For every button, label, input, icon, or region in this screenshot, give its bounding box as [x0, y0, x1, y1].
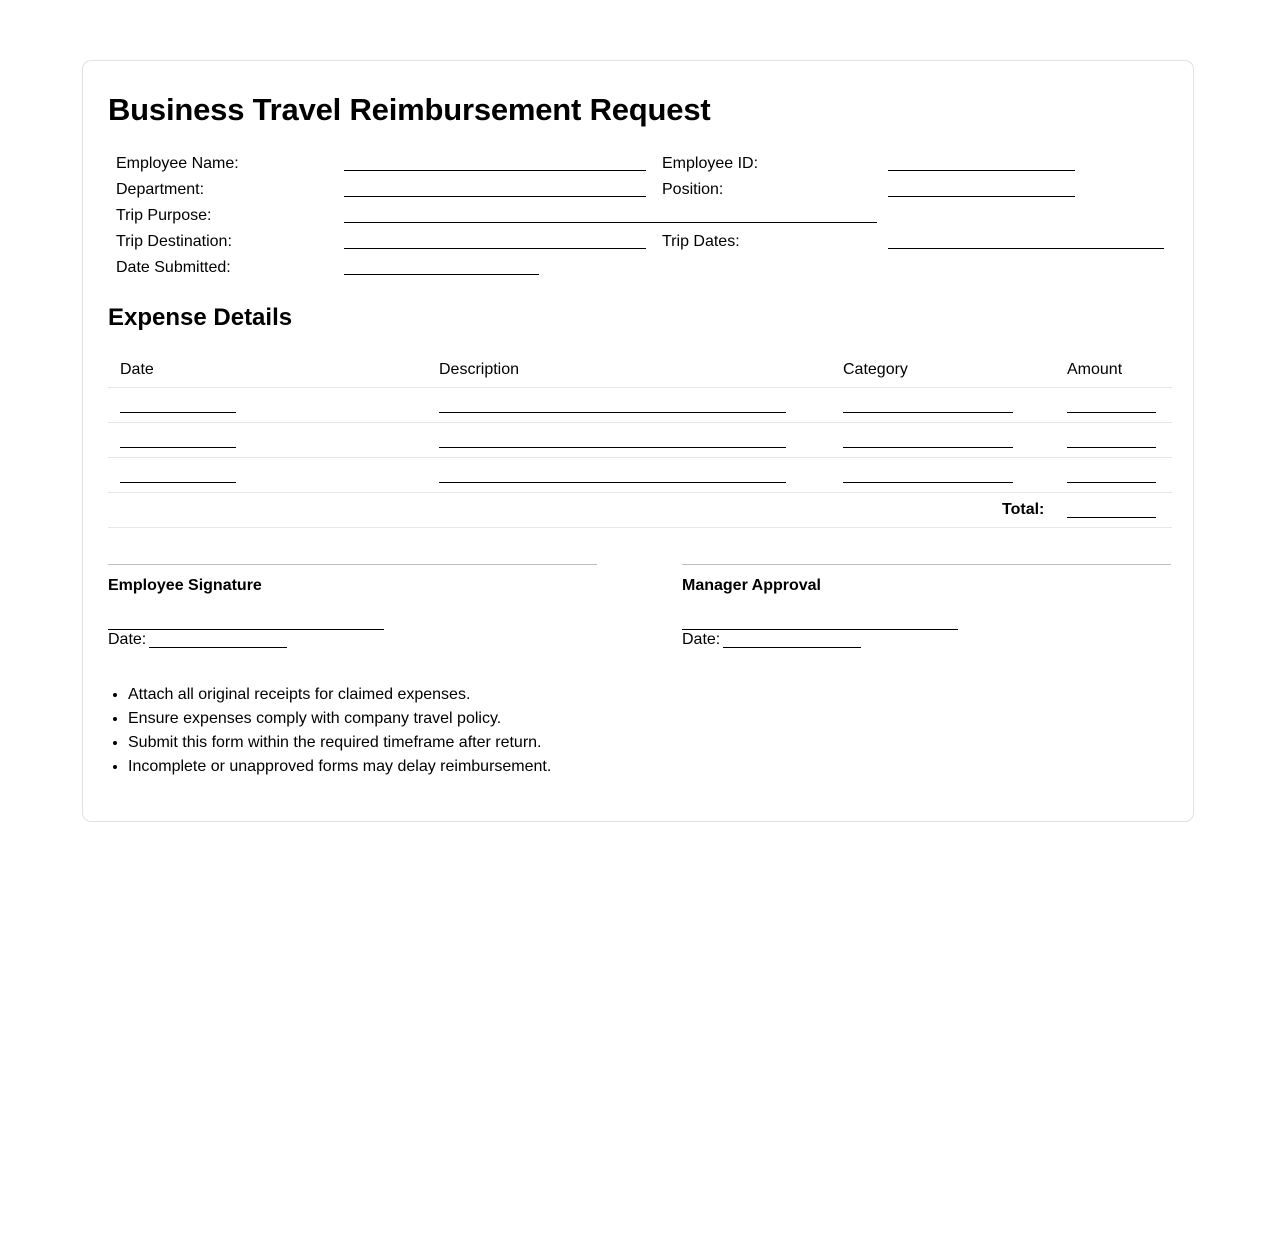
manager-approval-date-field[interactable] [723, 647, 861, 648]
position-label: Position: [662, 181, 724, 198]
column-header-amount: Amount [1067, 361, 1123, 378]
column-header-description: Description [439, 361, 520, 378]
department-field[interactable] [344, 196, 646, 197]
instructions-list [108, 683, 551, 779]
manager-approval-date-label: Date: [682, 631, 721, 648]
manager-approval-divider [682, 564, 1171, 565]
trip-dates-label: Trip Dates: [662, 233, 740, 250]
column-header-date: Date [120, 361, 154, 378]
employee-id-label: Employee ID: [662, 155, 759, 172]
expense-date-field[interactable] [120, 447, 236, 448]
expense-category-field[interactable] [843, 412, 1013, 413]
expense-description-field[interactable] [439, 482, 786, 483]
expense-category-field[interactable] [843, 447, 1013, 448]
trip-purpose-field[interactable] [344, 222, 877, 223]
expense-amount-field[interactable] [1067, 482, 1156, 483]
department-label: Department: [116, 181, 205, 198]
trip-destination-field[interactable] [344, 248, 646, 249]
table-row-divider [108, 422, 1172, 423]
manager-signature-field[interactable] [682, 629, 958, 630]
list-item: • Incomplete or unapproved forms may delay reimbursement. [128, 755, 551, 779]
employee-name-label: Employee Name: [116, 155, 239, 172]
employee-signature-divider [108, 564, 597, 565]
employee-signature-label: Employee Signature [108, 577, 262, 594]
table-row-divider [108, 387, 1172, 388]
total-amount-field[interactable] [1067, 517, 1156, 518]
date-submitted-label: Date Submitted: [116, 259, 231, 276]
expense-description-field[interactable] [439, 412, 786, 413]
employee-id-field[interactable] [888, 170, 1075, 171]
expense-amount-field[interactable] [1067, 412, 1156, 413]
expense-category-field[interactable] [843, 482, 1013, 483]
table-row-divider [108, 457, 1172, 458]
total-label: Total: [1002, 501, 1045, 518]
position-field[interactable] [888, 196, 1075, 197]
form-title: Business Travel Reimbursement Request [108, 92, 711, 127]
column-header-category: Category [843, 361, 908, 378]
expense-date-field[interactable] [120, 412, 236, 413]
manager-approval-label: Manager Approval [682, 577, 821, 594]
employee-signature-date-label: Date: [108, 631, 147, 648]
trip-destination-label: Trip Destination: [116, 233, 232, 250]
list-item: • Submit this form within the required timeframe after return. [128, 731, 551, 755]
employee-signature-date-field[interactable] [149, 647, 287, 648]
trip-purpose-label: Trip Purpose: [116, 207, 212, 224]
expense-details-heading: Expense Details [108, 304, 293, 331]
reimbursement-form-card [82, 60, 1194, 822]
table-row-divider [108, 527, 1172, 528]
employee-signature-field[interactable] [108, 629, 384, 630]
expense-description-field[interactable] [439, 447, 786, 448]
expense-date-field[interactable] [120, 482, 236, 483]
expense-amount-field[interactable] [1067, 447, 1156, 448]
table-row-divider [108, 492, 1172, 493]
date-submitted-field[interactable] [344, 274, 539, 275]
list-item: • Ensure expenses comply with company travel policy. [128, 707, 551, 731]
trip-dates-field[interactable] [888, 248, 1164, 249]
employee-name-field[interactable] [344, 170, 646, 171]
list-item: • Attach all original receipts for claimed expenses. [128, 683, 551, 707]
